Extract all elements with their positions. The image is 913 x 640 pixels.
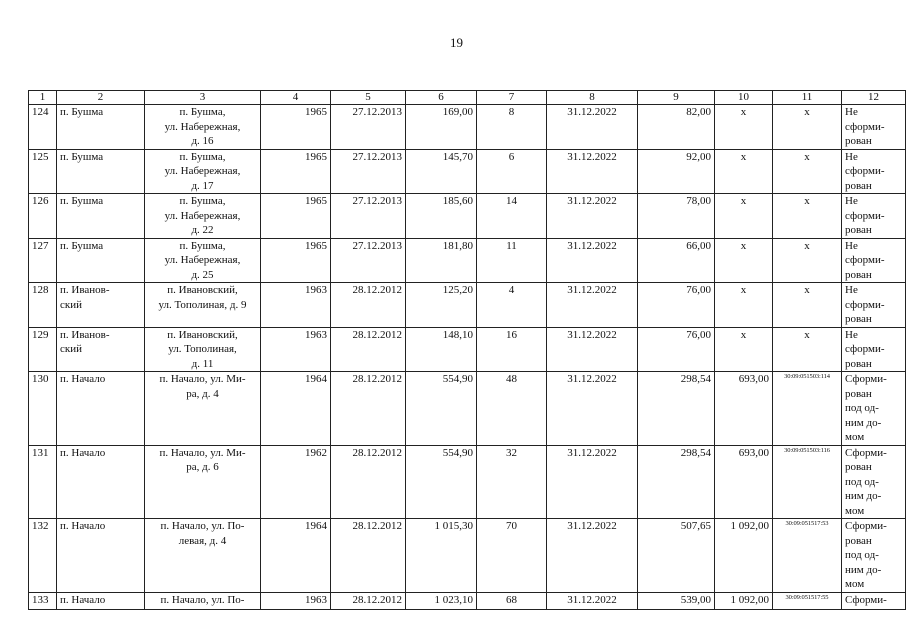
column-header-5: 5 bbox=[331, 91, 406, 105]
cell-year: 1965 bbox=[261, 105, 331, 150]
table-row bbox=[29, 105, 906, 150]
cell-address bbox=[145, 519, 261, 593]
table-row bbox=[29, 519, 906, 593]
cell-settlement bbox=[57, 149, 145, 194]
header-row bbox=[29, 91, 906, 105]
column-header-9: 9 bbox=[638, 91, 715, 105]
cell-deadline: 31.12.2022 bbox=[547, 372, 638, 446]
cell-col11: х bbox=[773, 238, 842, 283]
cell-address bbox=[145, 194, 261, 239]
cell-number: 133 bbox=[29, 592, 57, 609]
cell-col10: 1 092,00 bbox=[715, 592, 773, 609]
housing-table bbox=[28, 90, 906, 610]
address-text: п. Бушма, ул. Набережная, д. 25 bbox=[164, 239, 241, 281]
cell-area: 185,60 bbox=[406, 194, 477, 239]
cell-residents: 32 bbox=[477, 445, 547, 519]
table-row bbox=[29, 445, 906, 519]
cell-deadline: 31.12.2022 bbox=[547, 238, 638, 283]
cell-cadastral-number: 30:09:051517:53 bbox=[773, 519, 842, 593]
cell-date: 27.12.2013 bbox=[331, 194, 406, 239]
cell-land-area: 539,00 bbox=[638, 592, 715, 609]
address-text: п. Начало, ул. По- левая, д. 4 bbox=[160, 520, 245, 547]
cell-date: 27.12.2013 bbox=[331, 149, 406, 194]
cell-col10: х bbox=[715, 238, 773, 283]
cell-residents: 8 bbox=[477, 105, 547, 150]
cell-col10: х bbox=[715, 283, 773, 328]
settlement-text: п. Начало bbox=[60, 446, 106, 459]
cell-land-area: 66,00 bbox=[638, 238, 715, 283]
cell-land-area: 92,00 bbox=[638, 149, 715, 194]
cell-deadline: 31.12.2022 bbox=[547, 149, 638, 194]
cell-col11: х bbox=[773, 149, 842, 194]
cell-date: 28.12.2012 bbox=[331, 283, 406, 328]
cell-number: 124 bbox=[29, 105, 57, 150]
cell-year: 1964 bbox=[261, 372, 331, 446]
cell-area: 181,80 bbox=[406, 238, 477, 283]
cell-area: 1 023,10 bbox=[406, 592, 477, 609]
cell-residents: 48 bbox=[477, 372, 547, 446]
cell-col10: 693,00 bbox=[715, 445, 773, 519]
status-text: Сформи- рован под од- ним до- мом bbox=[845, 373, 887, 443]
cell-number: 130 bbox=[29, 372, 57, 446]
cell-date: 28.12.2012 bbox=[331, 327, 406, 372]
settlement-text: п. Начало bbox=[60, 593, 106, 606]
page-number: 19 bbox=[450, 35, 463, 50]
address-text: п. Бушма, ул. Набережная, д. 22 bbox=[164, 195, 241, 236]
cell-residents: 68 bbox=[477, 592, 547, 609]
status-text: Не сформи- рован bbox=[845, 106, 885, 147]
cell-status bbox=[842, 327, 906, 372]
cell-year: 1965 bbox=[261, 194, 331, 239]
column-header-10: 10 bbox=[715, 91, 773, 105]
cell-year: 1965 bbox=[261, 238, 331, 283]
cell-status bbox=[842, 238, 906, 283]
settlement-text: п. Начало bbox=[60, 373, 106, 385]
cell-date: 27.12.2013 bbox=[331, 238, 406, 283]
cell-residents: 4 bbox=[477, 283, 547, 328]
settlement-text: п. Бушма bbox=[60, 195, 104, 207]
cell-deadline: 31.12.2022 bbox=[547, 592, 638, 609]
settlement-text: п. Бушма bbox=[60, 150, 104, 163]
cell-area: 169,00 bbox=[406, 105, 477, 150]
column-header-2: 2 bbox=[57, 91, 145, 105]
cell-residents: 14 bbox=[477, 194, 547, 239]
cell-deadline: 31.12.2022 bbox=[547, 194, 638, 239]
cell-cadastral-number: 30:09:051503:114 bbox=[773, 372, 842, 446]
cell-number: 128 bbox=[29, 283, 57, 328]
cell-land-area: 298,54 bbox=[638, 372, 715, 446]
cell-area: 1 015,30 bbox=[406, 519, 477, 593]
cell-status bbox=[842, 194, 906, 239]
cell-residents: 70 bbox=[477, 519, 547, 593]
address-text: п. Ивановский, ул. Тополиная, д. 11 bbox=[167, 328, 238, 370]
cell-year: 1964 bbox=[261, 519, 331, 593]
cell-land-area: 76,00 bbox=[638, 283, 715, 328]
cell-status bbox=[842, 445, 906, 519]
cell-number: 131 bbox=[29, 445, 57, 519]
cell-settlement bbox=[57, 592, 145, 609]
cell-year: 1963 bbox=[261, 327, 331, 372]
cell-col10: х bbox=[715, 149, 773, 194]
cell-area: 554,90 bbox=[406, 445, 477, 519]
cell-status bbox=[842, 149, 906, 194]
cell-cadastral-number: 30:09:051503:116 bbox=[773, 445, 842, 519]
cell-year: 1965 bbox=[261, 149, 331, 194]
cell-year: 1963 bbox=[261, 592, 331, 609]
cell-year: 1962 bbox=[261, 445, 331, 519]
cell-col11: х bbox=[773, 327, 842, 372]
address-text: п. Начало, ул. Ми- ра, д. 6 bbox=[159, 446, 246, 473]
cell-number: 127 bbox=[29, 238, 57, 283]
cell-status bbox=[842, 592, 906, 609]
table-row bbox=[29, 372, 906, 446]
cell-land-area: 82,00 bbox=[638, 105, 715, 150]
cell-settlement bbox=[57, 238, 145, 283]
cell-residents: 6 bbox=[477, 149, 547, 194]
cell-address bbox=[145, 372, 261, 446]
settlement-text: п. Бушма bbox=[60, 239, 104, 252]
cell-land-area: 298,54 bbox=[638, 445, 715, 519]
cell-address bbox=[145, 445, 261, 519]
status-text: Сформи- bbox=[845, 593, 887, 606]
cell-col10: 1 092,00 bbox=[715, 519, 773, 593]
cell-date: 28.12.2012 bbox=[331, 445, 406, 519]
cell-deadline: 31.12.2022 bbox=[547, 445, 638, 519]
cell-date: 28.12.2012 bbox=[331, 592, 406, 609]
column-header-3: 3 bbox=[145, 91, 261, 105]
cell-number: 132 bbox=[29, 519, 57, 593]
settlement-text: п. Иванов- ский bbox=[60, 328, 110, 355]
status-text: Сформи- рован под од- ним до- мом bbox=[845, 520, 887, 590]
cell-address bbox=[145, 238, 261, 283]
cell-number: 129 bbox=[29, 327, 57, 372]
cell-settlement bbox=[57, 445, 145, 519]
cell-col10: х bbox=[715, 327, 773, 372]
cell-deadline: 31.12.2022 bbox=[547, 105, 638, 150]
cell-address bbox=[145, 149, 261, 194]
column-header-7: 7 bbox=[477, 91, 547, 105]
cell-status bbox=[842, 283, 906, 328]
column-header-1: 1 bbox=[29, 91, 57, 105]
table-row bbox=[29, 592, 906, 609]
column-header-8: 8 bbox=[547, 91, 638, 105]
cell-land-area: 507,65 bbox=[638, 519, 715, 593]
table-row bbox=[29, 149, 906, 194]
column-header-4: 4 bbox=[261, 91, 331, 105]
address-text: п. Бушма, ул. Набережная, д. 17 bbox=[164, 150, 241, 192]
cell-settlement bbox=[57, 283, 145, 328]
cell-settlement bbox=[57, 105, 145, 150]
column-header-12: 12 bbox=[842, 91, 906, 105]
cell-land-area: 76,00 bbox=[638, 327, 715, 372]
settlement-text: п. Начало bbox=[60, 520, 106, 532]
cell-residents: 16 bbox=[477, 327, 547, 372]
table-row bbox=[29, 327, 906, 372]
cell-status bbox=[842, 519, 906, 593]
cell-deadline: 31.12.2022 bbox=[547, 283, 638, 328]
table-row bbox=[29, 283, 906, 328]
cell-area: 125,20 bbox=[406, 283, 477, 328]
cell-area: 148,10 bbox=[406, 327, 477, 372]
cell-deadline: 31.12.2022 bbox=[547, 327, 638, 372]
cell-area: 145,70 bbox=[406, 149, 477, 194]
cell-status bbox=[842, 372, 906, 446]
cell-col10: х bbox=[715, 105, 773, 150]
cell-number: 125 bbox=[29, 149, 57, 194]
cell-deadline: 31.12.2022 bbox=[547, 519, 638, 593]
cell-settlement bbox=[57, 519, 145, 593]
cell-col10: х bbox=[715, 194, 773, 239]
cell-col11: х bbox=[773, 194, 842, 239]
settlement-text: п. Бушма bbox=[60, 106, 104, 118]
cell-cadastral-number: 30:09:051517:55 bbox=[773, 592, 842, 609]
address-text: п. Ивановский, ул. Тополиная, д. 9 bbox=[158, 284, 247, 311]
cell-date: 28.12.2012 bbox=[331, 519, 406, 593]
cell-settlement bbox=[57, 194, 145, 239]
cell-number: 126 bbox=[29, 194, 57, 239]
cell-land-area: 78,00 bbox=[638, 194, 715, 239]
cell-address bbox=[145, 283, 261, 328]
status-text: Сформи- рован под од- ним до- мом bbox=[845, 446, 887, 517]
status-text: Не сформи- рован bbox=[845, 150, 885, 192]
cell-status bbox=[842, 105, 906, 150]
cell-settlement bbox=[57, 372, 145, 446]
cell-col10: 693,00 bbox=[715, 372, 773, 446]
status-text: Не сформи- рован bbox=[845, 328, 885, 370]
cell-date: 27.12.2013 bbox=[331, 105, 406, 150]
cell-settlement bbox=[57, 327, 145, 372]
address-text: п. Начало, ул. Ми- ра, д. 4 bbox=[159, 373, 246, 400]
status-text: Не сформи- рован bbox=[845, 195, 885, 236]
column-header-6: 6 bbox=[406, 91, 477, 105]
settlement-text: п. Иванов- ский bbox=[60, 284, 110, 311]
cell-address bbox=[145, 327, 261, 372]
cell-residents: 11 bbox=[477, 238, 547, 283]
cell-date: 28.12.2012 bbox=[331, 372, 406, 446]
address-text: п. Бушма, ул. Набережная, д. 16 bbox=[164, 106, 241, 147]
table-row bbox=[29, 194, 906, 239]
cell-area: 554,90 bbox=[406, 372, 477, 446]
status-text: Не сформи- рован bbox=[845, 284, 885, 325]
column-header-11: 11 bbox=[773, 91, 842, 105]
status-text: Не сформи- рован bbox=[845, 239, 885, 281]
cell-year: 1963 bbox=[261, 283, 331, 328]
cell-col11: х bbox=[773, 105, 842, 150]
table-row bbox=[29, 238, 906, 283]
address-text: п. Начало, ул. По- bbox=[160, 593, 245, 606]
cell-address bbox=[145, 105, 261, 150]
cell-col11: х bbox=[773, 283, 842, 328]
cell-address bbox=[145, 592, 261, 609]
